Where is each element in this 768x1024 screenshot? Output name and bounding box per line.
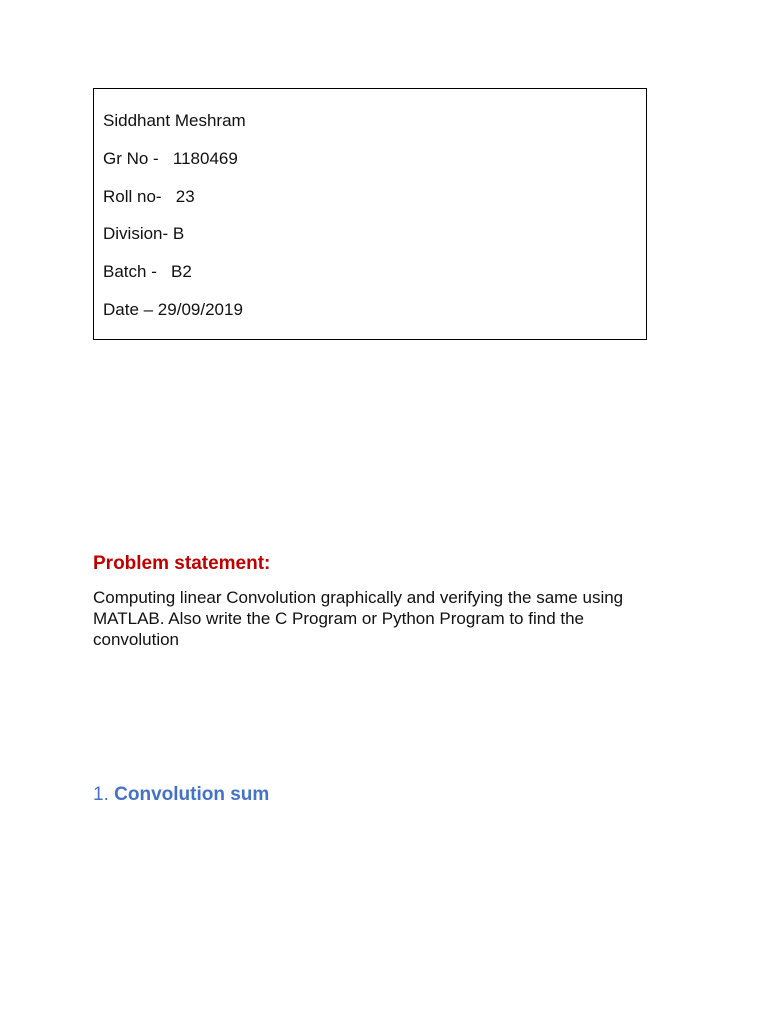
- problem-statement-text: Computing linear Convolution graphically and verifying the same using MATLAB. Also write the C Program or Python Program to find the convolution: [93, 588, 624, 649]
- problem-statement-heading: Problem statement:: [93, 553, 271, 574]
- student-info-box: [93, 88, 647, 340]
- section-title: Convolution sum: [114, 784, 270, 805]
- batch: Batch - B2: [103, 262, 192, 281]
- gr-number: Gr No - 1180469: [103, 149, 238, 168]
- section-heading-convolution-sum: [93, 784, 269, 806]
- section-number: 1.: [93, 784, 109, 805]
- date: Date – 29/09/2019: [103, 300, 243, 319]
- roll-number: Roll no- 23: [103, 187, 195, 206]
- division: Division- B: [103, 224, 185, 243]
- student-name: Siddhant Meshram: [103, 111, 246, 130]
